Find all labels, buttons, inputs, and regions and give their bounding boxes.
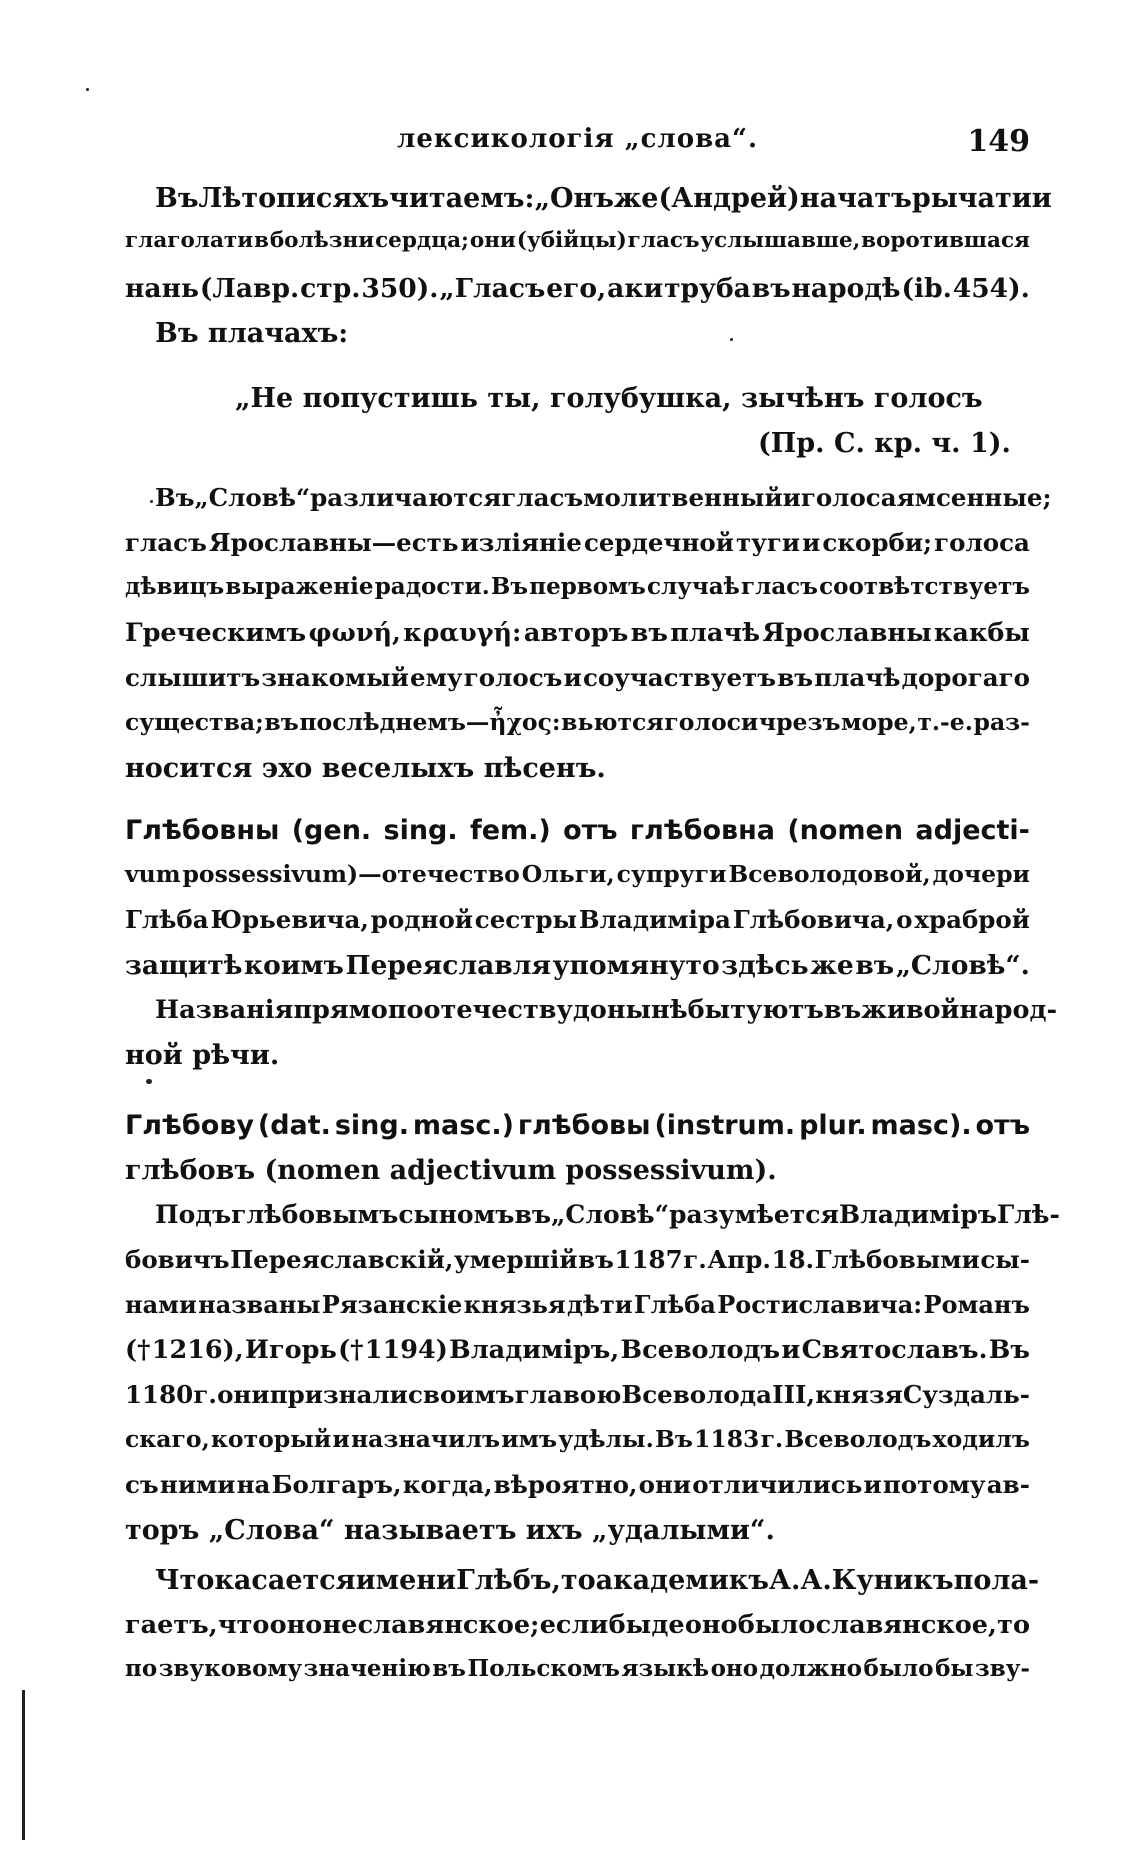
text-line: существа; въ послѣднемъ—ἦχος: вьются голоси чрезъ море, т.-е. раз- <box>125 708 1030 736</box>
scan-speck <box>150 500 153 503</box>
text-line: по звуковому значенію въ Польскомъ языкѣ оно должно было бы зву- <box>125 1655 1030 1682</box>
text-line: 1180 г. они признали своимъ главою Всеволода III, князя Суздаль- <box>125 1380 1030 1409</box>
text-line: слышитъ знакомый ему голосъ и соучаствуетъ въ плачѣ дорогаго <box>125 663 1030 692</box>
text-line: Въ „Словѣ“ различаются гласъ молитвенный и голоса ямсенные; <box>155 483 1052 512</box>
text-line: глѣбовъ (nomen adjectivum possessivum). <box>125 1155 777 1186</box>
text-line: Что касается имени Глѣбъ, то академикъ А. А. Куникъ пола- <box>155 1565 1040 1596</box>
entry-headline: Глѣбову (dat. sing. masc.) глѣбовы (instrum. plur. masc). отъ <box>125 1110 1030 1141</box>
entry-headline: Глѣбовны (gen. sing. fem.) отъ глѣбовна (nomen adjecti- <box>125 815 1030 846</box>
text-line: Въ Лѣтописяхъ читаемъ: „Онъ же (Андрей) начатъ рычати и <box>155 183 1052 214</box>
text-line: бовичъ Переяславскій, умершій въ 1187 г. Апр. 18. Глѣбовыми сы- <box>125 1245 1030 1274</box>
text-line: носится эхо веселыхъ пѣсенъ. <box>125 753 606 784</box>
page-header <box>125 124 1030 164</box>
scan-speck <box>730 338 733 341</box>
verse-quote: „Не попустишь ты, голубушка, зычѣнъ голосъ <box>235 383 983 414</box>
text-line: скаго, который и назначилъ имъ удѣлы. Въ 1183 г. Всеволодъ ходилъ <box>125 1425 1030 1453</box>
text-line: Глѣба Юрьевича, родной сестры Владиміра Глѣбовича, о храброй <box>125 905 1030 934</box>
text-line: Въ плачахъ: <box>155 318 349 349</box>
text-line: гласъ Ярославны—есть изліяніе сердечной туги и скорби; голоса <box>125 528 1030 557</box>
text-line: ной рѣчи. <box>125 1040 280 1071</box>
page-number: 149 <box>967 124 1030 159</box>
text-line: нань (Лавр. стр. 350). „Гласъ его, аки труба въ народѣ (ib. 454). <box>125 273 1030 304</box>
text-line: дѣвицъ выраженіе радости. Въ первомъ случаѣ гласъ соотвѣтствуетъ <box>125 573 1030 600</box>
scan-edge-line <box>22 1690 25 1840</box>
text-line: нами названы Рязанскіе князья дѣти Глѣба Ростиславича: Романъ <box>125 1290 1030 1319</box>
text-line: съ ними на Болгаръ, когда, вѣроятно, они отличились и потому ав- <box>125 1470 1030 1499</box>
text-line: vum possessivum)—отечество Ольги, супруги Всеволодовой, дочери <box>125 860 1030 888</box>
scan-speck <box>146 1079 152 1084</box>
text-line: защитѣ коимъ Переяславля упомянуто здѣсь же въ „Словѣ“. <box>125 950 1030 981</box>
verse-source: (Пр. С. кр. ч. 1). <box>758 428 1011 459</box>
text-line: Греческимъ φωνή, κραυγή: авторъ въ плачѣ Ярославны какбы <box>125 618 1030 648</box>
text-line: († 1216), Игорь († 1194) Владиміръ, Всеволодъ и Святославъ. Въ <box>125 1335 1030 1365</box>
scan-speck <box>86 88 89 91</box>
running-head: лексикологія „слова“. <box>396 124 758 154</box>
text-line: Подъ глѣбовымъ сыномъ въ „Словѣ“ разумѣется Владиміръ Глѣ- <box>155 1200 1060 1229</box>
text-line: Названія прямо по отечеству до нынѣ бытуютъ въ живой народ- <box>155 995 1058 1025</box>
text-line: торъ „Слова“ называетъ ихъ „удалыми“. <box>125 1515 775 1546</box>
text-line: глаголати в болѣзни сердца; они (убійцы) гласъ услышавше, воротившася <box>125 228 1030 253</box>
text-line: гаетъ, что оно не славянское; если бы де оно было славянское, то <box>125 1610 1030 1640</box>
